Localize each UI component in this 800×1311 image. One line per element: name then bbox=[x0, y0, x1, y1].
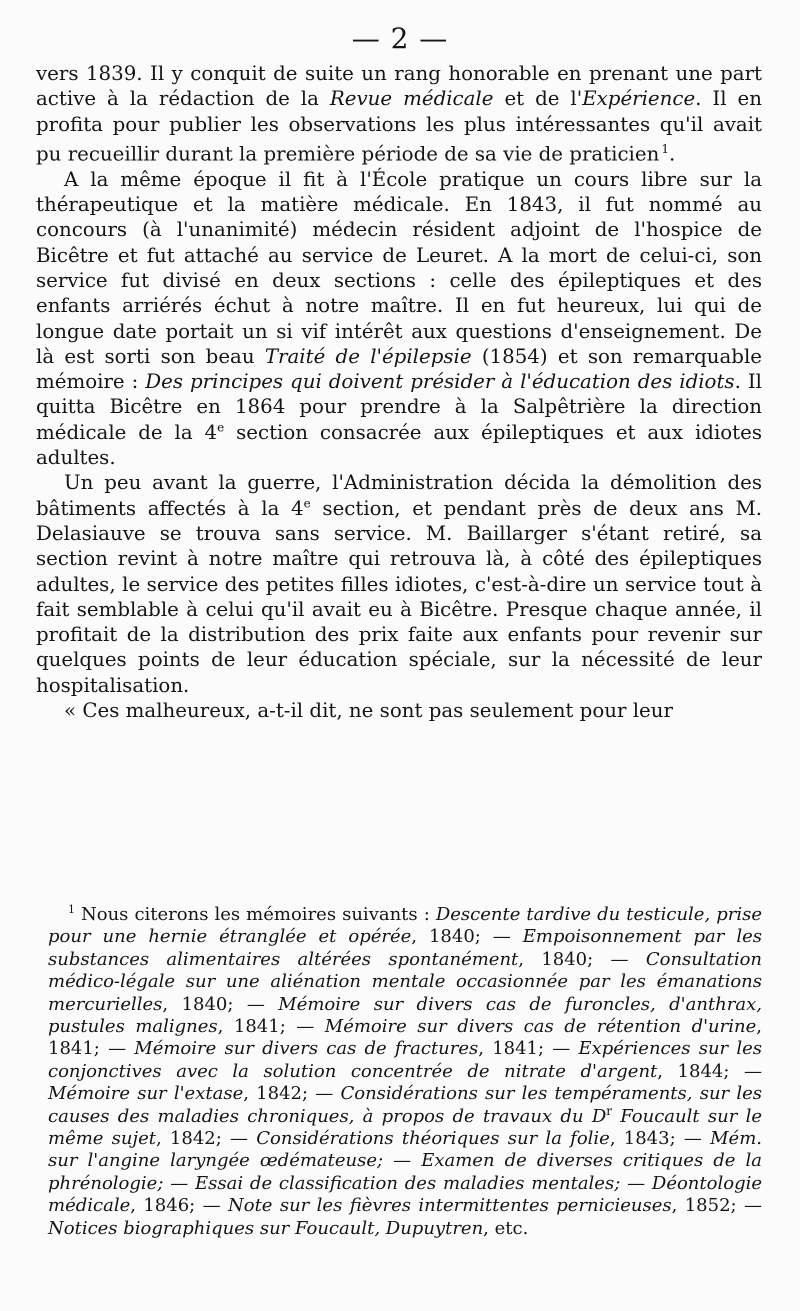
footnote-text: , 1841; — bbox=[217, 1016, 325, 1038]
text-run: . bbox=[668, 142, 676, 166]
memoir-title: Mémoire sur divers cas de furoncles, d'anthrax, pustules malignes bbox=[48, 993, 762, 1038]
memoir-title: Consultation médico-légale sur une aliénation mentale occasionnée par les émanations mercurielles bbox=[48, 948, 763, 1015]
footnote-reference: 1 bbox=[661, 141, 669, 156]
text-run: . Il en profita pour publier les observations les plus intéressantes qu'il avait pu recueillir durant la première période de sa vie de praticien bbox=[36, 87, 762, 166]
work-title: Des principes qui doivent présider à l'éducation des idiots bbox=[145, 370, 735, 394]
text-run: vers 1839. Il y conquit de suite un rang honorable en prenant une part active à la rédaction de la bbox=[36, 62, 762, 111]
text-run: section, et pendant près de deux ans M. Delasiauve se trouva sans service. M. Baillarger s'étant retiré, sa section revint à notre maître qui retrouva là, à côté des épileptiques adultes, le service des petites filles idiotes, c'est-à-dire un service tout à fait semblable à celui qu'il avait eu à Bicêtre. Presque chaque année, il profitait de la distribution des prix faite aux enfants pour revenir sur quelques points de leur éducation spéciale, sur la nécessité de leur hospitalisation. bbox=[36, 496, 762, 697]
ordinal-superscript: e bbox=[217, 420, 225, 435]
footnote-text: , 1841; — bbox=[48, 1016, 762, 1060]
footnote-text: , 1842; — bbox=[243, 1083, 341, 1105]
body-text bbox=[36, 61, 762, 723]
footnote-text: , 1846; — bbox=[130, 1195, 228, 1217]
memoir-title: Mémoire sur divers cas de rétention d'urine bbox=[324, 1016, 757, 1038]
journal-title: Expérience bbox=[582, 87, 696, 111]
footnote-marker: 1 bbox=[68, 903, 75, 916]
memoir-title: Considérations sur les tempéraments, sur les causes des maladies chroniques, à propos de travaux du D bbox=[48, 1083, 762, 1127]
page-number: — 2 — bbox=[351, 22, 449, 55]
footnote-text: , 1844; — bbox=[657, 1060, 762, 1082]
paragraph-3 bbox=[36, 470, 762, 698]
footnote-text: , 1843; — bbox=[609, 1128, 711, 1150]
text-run: section consacrée aux épileptiques et aux idiotes adultes. bbox=[36, 420, 762, 470]
memoir-title: Mémoire sur l'extase bbox=[48, 1083, 244, 1105]
text-run: et de l' bbox=[493, 87, 583, 111]
footnote-text: , 1841; — bbox=[478, 1038, 579, 1060]
text-run: (1854) et son remarquable mémoire : bbox=[36, 344, 762, 394]
text-run: Un peu avant la guerre, l'Administration décida la démolition des bâtiments affectés à la 4 bbox=[36, 471, 762, 520]
footnote-text: , etc. bbox=[483, 1217, 529, 1239]
work-title: Traité de l'épilepsie bbox=[264, 344, 472, 368]
paragraph-4 bbox=[36, 698, 762, 723]
journal-title: Revue médicale bbox=[329, 87, 494, 111]
paragraph-1 bbox=[36, 61, 762, 167]
paragraph-2 bbox=[36, 167, 762, 471]
footnote-text: , 1852; — bbox=[671, 1195, 762, 1217]
footnote-text: Nous citerons les mémoires suivants : bbox=[81, 904, 436, 925]
footnote-1 bbox=[48, 899, 762, 1240]
text-run: A la même époque il fit à l'École pratique un cours libre sur la thérapeutique et la matière médicale. En 1843, il fut nommé au concours (à l'unanimité) médecin résident adjoint de l'hospice de Bicêtre et fut attaché au service de Leuret. A la mort de celui-ci, son service fut divisé en deux sections : celle des épileptiques et des enfants arriérés échut à notre maître. Il en fut heureux, lui qui de longue date portait un si vif intérêt aux questions d'enseignement. De là est sorti son beau bbox=[36, 167, 762, 368]
memoir-title: Empoisonnement par les substances alimentaires altérées spontanément bbox=[48, 926, 763, 970]
footnote-section bbox=[48, 899, 762, 1240]
text-run: « Ces malheureux, a-t-il dit, ne sont pas seulement pour leur bbox=[64, 699, 673, 723]
text-run: . Il quitta Bicêtre en 1864 pour prendre à la Salpêtrière la direction médicale de la 4 bbox=[36, 370, 762, 444]
memoir-title: Considérations théoriques sur la folie bbox=[256, 1128, 610, 1150]
memoir-title: Mém. sur l'angine laryngée œdémateuse; — Examen de diverses critiques de la phrénologie; — Essai de classification des maladies mentales; — Déontologie médicale bbox=[48, 1128, 762, 1217]
memoir-title: Expériences sur les conjonctives avec la solution concentrée de nitrate d'argent bbox=[48, 1038, 762, 1082]
footnote-text: , 1840; — bbox=[518, 948, 646, 970]
doctor-abbreviation-superscript: r bbox=[606, 1103, 612, 1118]
ordinal-superscript: e bbox=[303, 496, 311, 511]
footnote-text: , 1842; — bbox=[155, 1128, 257, 1150]
memoir-title: Foucault sur le même sujet bbox=[48, 1105, 762, 1150]
memoir-title: Notices biographiques sur Foucault, Dupuytren bbox=[48, 1217, 484, 1239]
footnote-text: , 1840; — bbox=[162, 993, 279, 1015]
memoir-title: Note sur les fièvres intermittentes pernicieuses bbox=[227, 1195, 672, 1217]
memoir-title: Descente tardive du testicule, prise pour une hernie étranglée et opérée bbox=[48, 904, 762, 948]
footnote-text: , 1840; — bbox=[411, 926, 523, 948]
memoir-title: Mémoire sur divers cas de fractures bbox=[134, 1038, 479, 1060]
